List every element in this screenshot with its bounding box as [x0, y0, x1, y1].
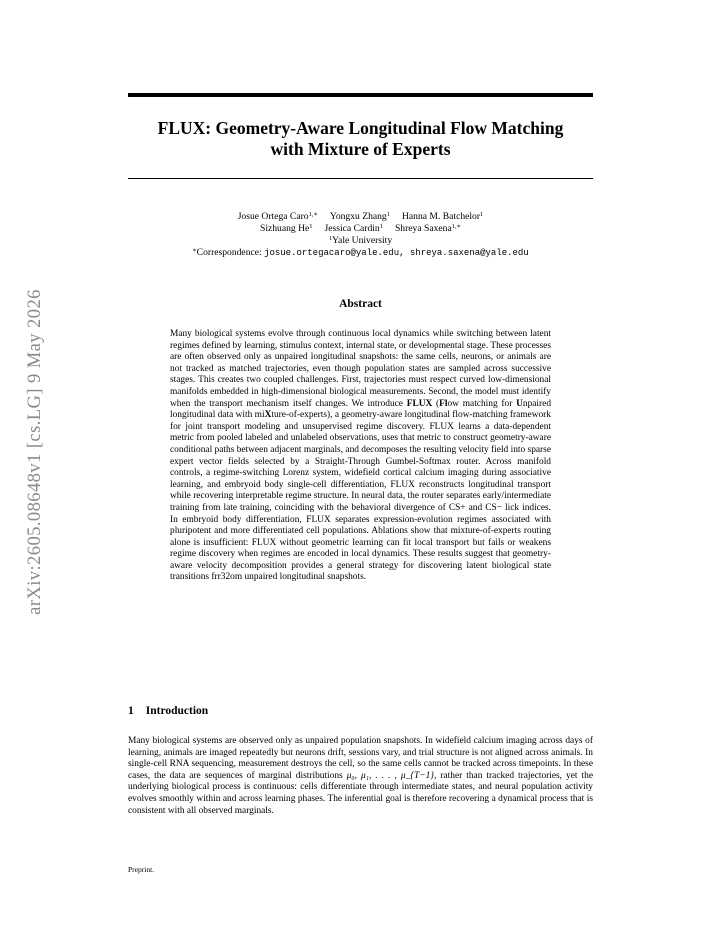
affiliation: $^1$Yale University — [328, 235, 393, 246]
section-number: 1 — [128, 705, 134, 717]
author: Hanna M. Batchelor$^1$ — [401, 211, 484, 222]
author-block — [128, 211, 593, 259]
correspondence-emails: josue.ortegacaro@yale.edu, shreya.saxena@yale.edu — [264, 248, 529, 258]
author-row-2 — [128, 223, 593, 235]
method-name: FLUX — [406, 398, 433, 409]
author: Jessica Cardin$^1$ — [324, 223, 383, 234]
preprint-footer: Preprint. — [128, 865, 155, 874]
abstract-body: Many biological systems evolve through continuous local dynamics while switching between latent regimes defined by learning, stimulus context, internal state, or developmental stage. These processes are often observed only as unpaired longitudinal snapshots: the same cells, neurons, or animals are not tracked as matched trajectories, even though population states are sampled across successive stages. This creates two coupled challenges. First, trajectories must respect curved low-dimensional manifolds embedded in high-dimensional biological measurements. Second, the model must identify when the transport mechanism itself changes. We introduce FLUX (Flow matching for Unpaired longitudinal data with miXture-of-experts), a geometry-aware longitudinal flow-matching framework for joint transport modeling and unsupervised regime discovery. FLUX learns a data-dependent metric from pooled labeled and unlabeled observations, uses that metric to construct geometry-aware conditional paths between adjacent marginals, and decomposes the resulting velocity field into sparse expert vector fields selected by a Straight-Through Gumbel-Softmax router. Across manifold controls, a regime-switching Lorenz system, widefield cortical calcium imaging during associative learning, and embryoid body single-cell differentiation, FLUX reconstructs longitudinal transport while recovering interpretable regime structure. In neural data, the router separates early/intermediate training from late training, coinciding with the behavioral divergence of CS+ and CS− lick indices. In embryoid body differentiation, FLUX separates expression-evolution regimes associated with pluripotent and more differentiated cell populations. Ablations show that mixture-of-experts routing alone is insufficient: FLUX without geometric learning can fit local transport but fails or weakens regime discovery when regimes are encoded in local dynamics. These results suggest that geometry-aware velocity decomposition provides a general strategy for discovering latent biological state transitions frr32om unpaired longitudinal snapshots. — [170, 329, 552, 583]
section-title: Introduction — [145, 705, 209, 717]
author: Josue Ortega Caro$^{1,∗}$ — [237, 211, 318, 222]
correspondence: ∗Correspondence: josue.ortegacaro@yale.edu, shreya.saxena@yale.edu — [192, 247, 529, 258]
introduction-paragraph: Many biological systems are observed only as unpaired population snapshots. In widefield calcium imaging across days of learning, animals are imaged repeatedly but neurons drift, sessions vary, and trial structure is not aligned across animals. In single-cell RNA sequencing, measurement destroys the cell, so the same cells cannot be tracked across timepoints. In these cases, the data are sequences of marginal distributions μ₀, μ₁, . . . , μ_{T−1}, rather than tracked trajectories, yet the underlying biological process is continuous: cells differentiate through intermediate states, and neural population activity evolves smoothly within and across learning phases. The inferential goal is therefore recovering a dynamical process that is consistent with all observed marginals. — [128, 736, 593, 816]
author: Yongxu Zhang$^1$ — [329, 211, 390, 222]
title-line-2: with Mixture of Experts — [270, 139, 451, 159]
title-top-rule — [128, 93, 593, 97]
arxiv-stamp-text: arXiv:2605.08648v1 [cs.LG] 9 May 2026 — [24, 289, 45, 615]
author: Sizhuang He$^1$ — [260, 223, 313, 234]
arxiv-side-stamp — [20, 262, 50, 642]
inline-math: μ₀, μ₁, . . . , μ_{T−1} — [346, 770, 434, 781]
author-row-1 — [128, 211, 593, 223]
author: Shreya Saxena$^{1,∗}$ — [394, 223, 461, 234]
abstract-heading: Abstract — [339, 298, 382, 310]
section-heading-introduction — [128, 705, 208, 717]
title-line-1: FLUX: Geometry-Aware Longitudinal Flow Matching — [157, 118, 564, 138]
title-bottom-rule — [128, 178, 593, 179]
paper-title — [128, 118, 593, 160]
